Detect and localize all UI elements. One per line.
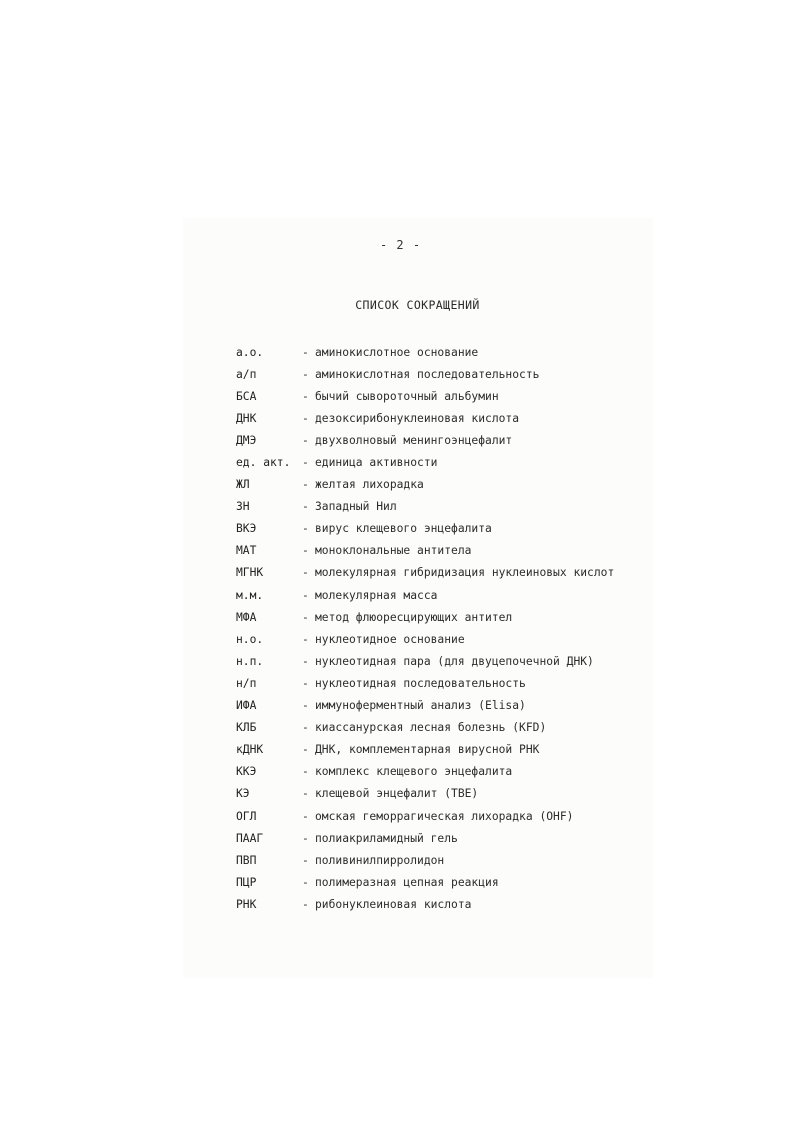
abbreviation-separator: - [302,897,309,911]
abbreviation-separator: - [302,345,309,359]
abbreviation-row [236,562,656,584]
abbreviation-definition: молекулярная масса [315,588,438,602]
abbreviation-term: н/п [236,676,257,690]
page-title: СПИСОК СОКРАЩЕНИЙ [355,298,480,312]
abbreviation-definition: метод флюоресцирующих антител [315,610,513,624]
abbreviation-definition: единица активности [315,456,438,470]
abbreviation-definition: рибонуклеиновая кислота [315,897,472,911]
abbreviation-separator: - [302,478,309,492]
abbreviation-row [236,717,656,739]
abbreviation-term: МГНК [236,566,264,580]
abbreviation-row [236,407,656,429]
abbreviation-term: ПВП [236,853,257,867]
abbreviation-term: ДНК [236,411,257,425]
abbreviation-separator: - [302,544,309,558]
abbreviation-separator: - [302,588,309,602]
abbreviation-separator: - [302,367,309,381]
abbreviation-definition: полиакриламидный гель [315,831,458,845]
abbreviation-row [236,628,656,650]
abbreviation-definition: нуклеотидное основание [315,632,465,646]
abbreviation-row [236,672,656,694]
abbreviation-separator: - [302,875,309,889]
abbreviation-term: МФА [236,610,257,624]
abbreviation-separator: - [302,831,309,845]
abbreviation-definition: иммуноферментный анализ (Elisa) [315,699,526,713]
abbreviation-separator: - [302,433,309,447]
abbreviation-definition: киассанурская лесная болезнь (KFD) [315,721,547,735]
abbreviation-separator: - [302,456,309,470]
abbreviation-separator: - [302,676,309,690]
abbreviation-row [236,341,656,363]
abbreviation-list [236,341,656,915]
abbreviation-separator: - [302,389,309,403]
page-number: - 2 - [379,238,422,252]
abbreviation-term: н.п. [236,654,264,668]
abbreviation-row [236,584,656,606]
abbreviation-term: ККЭ [236,765,257,779]
abbreviation-separator: - [302,787,309,801]
abbreviation-row [236,496,656,518]
abbreviation-term: КЭ [236,787,250,801]
abbreviation-separator: - [302,765,309,779]
abbreviation-term: н.о. [236,632,264,646]
abbreviation-row [236,363,656,385]
abbreviation-row [236,849,656,871]
abbreviation-term: ПААГ [236,831,264,845]
abbreviation-definition: молекулярная гибридизация нуклеиновых кислот [315,566,615,580]
abbreviation-term: ЖЛ [236,478,250,492]
abbreviation-definition: клещевой энцефалит (TBE) [315,787,479,801]
abbreviation-separator: - [302,743,309,757]
abbreviation-row [236,827,656,849]
abbreviation-term: ИФА [236,699,257,713]
abbreviation-row [236,606,656,628]
abbreviation-row [236,893,656,915]
abbreviation-term: КЛБ [236,721,257,735]
abbreviation-term: МАТ [236,544,257,558]
abbreviation-separator: - [302,721,309,735]
abbreviation-definition: омская геморрагическая лихорадка (OHF) [315,809,574,823]
abbreviation-term: а.о. [236,345,264,359]
abbreviation-term: ЗН [236,500,250,514]
abbreviation-separator: - [302,610,309,624]
abbreviation-separator: - [302,632,309,646]
abbreviation-separator: - [302,699,309,713]
abbreviation-term: ДМЭ [236,433,257,447]
abbreviation-definition: аминокислотная последовательность [315,367,540,381]
abbreviation-term: ПЦР [236,875,257,889]
abbreviation-term: РНК [236,897,257,911]
abbreviation-definition: желтая лихорадка [315,478,424,492]
abbreviation-row [236,761,656,783]
abbreviation-separator: - [302,522,309,536]
abbreviation-term: БСА [236,389,257,403]
abbreviation-term: м.м. [236,588,264,602]
abbreviation-row [236,518,656,540]
abbreviation-definition: комплекс клещевого энцефалита [315,765,513,779]
abbreviation-definition: полимеразная цепная реакция [315,875,499,889]
abbreviation-definition: вирус клещевого энцефалита [315,522,492,536]
abbreviation-term: ВКЭ [236,522,257,536]
abbreviation-row [236,695,656,717]
abbreviation-separator: - [302,654,309,668]
abbreviation-definition: ДНК, комплементарная вирусной РНК [315,743,540,757]
abbreviation-row [236,871,656,893]
abbreviation-definition: дезоксирибонуклеиновая кислота [315,411,520,425]
abbreviation-definition: бычий сывороточный альбумин [315,389,499,403]
abbreviation-row [236,385,656,407]
abbreviation-term: а/п [236,367,257,381]
abbreviation-separator: - [302,411,309,425]
abbreviation-separator: - [302,853,309,867]
abbreviation-row [236,474,656,496]
abbreviation-row [236,451,656,473]
abbreviation-separator: - [302,500,309,514]
abbreviation-definition: нуклеотидная пара (для двуцепочечной ДНК) [315,654,594,668]
abbreviation-separator: - [302,809,309,823]
abbreviation-term: кДНК [236,743,264,757]
abbreviation-row [236,429,656,451]
abbreviation-row [236,739,656,761]
abbreviation-definition: поливинилпирролидон [315,853,445,867]
abbreviation-row [236,783,656,805]
abbreviation-definition: нуклеотидная последовательность [315,676,526,690]
abbreviation-definition: аминокислотное основание [315,345,479,359]
abbreviation-term: ОГЛ [236,809,257,823]
abbreviation-separator: - [302,566,309,580]
abbreviation-row [236,650,656,672]
abbreviation-definition: моноклональные антитела [315,544,472,558]
abbreviation-definition: двухволновый менингоэнцефалит [315,433,513,447]
abbreviation-row [236,805,656,827]
abbreviation-definition: Западный Нил [315,500,397,514]
abbreviation-term: ед. акт. [236,456,291,470]
abbreviation-row [236,540,656,562]
